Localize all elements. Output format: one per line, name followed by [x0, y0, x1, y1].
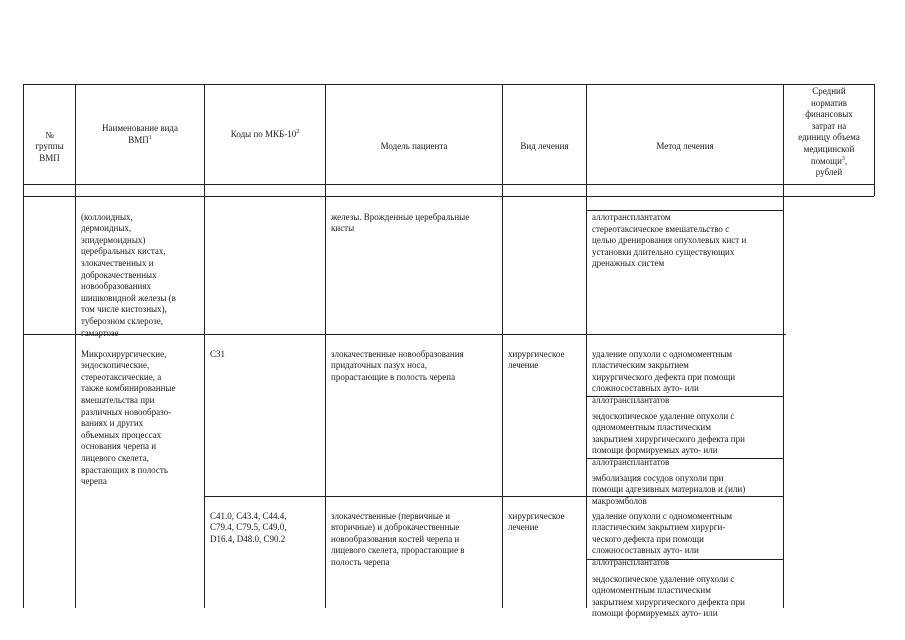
treatment-method-cell: аллотрансплантатом	[592, 211, 671, 222]
header-icd-codes-text: Коды по МКБ-10	[230, 129, 297, 139]
treatment-method-cell: эндоскопическое удаление опухоли с одномоментным пластическим закрытием хирургического дефекта при помощи формируемых ауто- или аллотрансплантатов	[592, 410, 745, 467]
patient-model-cell: злокачественные новообразования придаточных пазух носа, прорастающие в полость черепа	[331, 348, 464, 382]
header-average-cost-text: Средний норматив финансовых затрат на единицу объема медицинской помощи	[798, 86, 860, 166]
column-border	[325, 84, 326, 608]
column-border	[874, 84, 875, 196]
header-bottom-border	[23, 184, 874, 185]
column-border	[502, 84, 503, 608]
header-icd-codes	[205, 129, 325, 141]
header-treatment-type: Вид лечения	[520, 140, 569, 151]
header-average-cost-unit: , рублей	[815, 155, 848, 178]
column-border	[75, 84, 76, 608]
footnote-marker: 1	[148, 134, 152, 141]
footnote-marker: 3	[841, 155, 845, 162]
table-top-border	[23, 84, 874, 85]
column-border	[586, 84, 587, 608]
treatment-method-cell: удаление опухоли с одномоментным пластическим закрытием хирургического дефекта при помощи сложносоставных ауто- или аллотрансплантатов	[592, 348, 736, 405]
treatment-method-cell: стереотаксическое вмешательство с целью дренирования опухолевых кист и установки длительно существующих дренажных систем	[592, 223, 747, 269]
icd-code-cell: C31	[210, 348, 226, 359]
column-border	[204, 84, 205, 608]
header-vmp-name-text: Наименование вида ВМП	[102, 123, 178, 145]
treatment-type-cell: хирургическое лечение	[508, 348, 565, 371]
header-patient-model: Модель пациента	[380, 140, 448, 151]
footnote-marker: 2	[296, 129, 300, 135]
treatment-method-cell: удаление опухоли с одномоментным пластическим закрытием хирурги- ческого дефекта при помощи сложносоставных ауто- или аллотрансплантатов	[592, 510, 733, 567]
vmp-name-cell: (коллоидных, дермоидных, эпидермоидных) церебральных кистах, злокачественных и доброкачественных новообразованиях шишковидной железы (в том числе кистозных), туберозном склерозе, гамартозе	[81, 211, 176, 338]
header-vmp-name	[76, 123, 204, 146]
treatment-method-cell: эндоскопическое удаление опухоли с одномоментным пластическим закрытием хирургического дефекта при помощи формируемых ауто- или	[592, 573, 745, 619]
treatment-type-cell: хирургическое лечение	[508, 510, 565, 533]
code-row-divider	[204, 496, 586, 497]
header-average-cost	[784, 86, 874, 179]
vmp-name-cell: Микрохирургические, эндоскопические, стереотаксические, а также комбинированные вмешательства при различных новообразо- ваниях и других объемных процессах основания черепа и лицевого скелета, врастающих в полость черепа	[81, 348, 176, 487]
treatment-method-cell: эмболизация сосудов опухоли при помощи адгезивных материалов и (или) макроэмболов	[592, 472, 746, 506]
header-group-number: № группы ВМП	[35, 129, 64, 163]
numbering-row-border	[23, 196, 874, 197]
icd-code-cell: C41.0, C43.4, C44.4, C79.4, C79.5, C49.0, D16.4, D48.0, C90.2	[210, 510, 287, 544]
header-treatment-method: Метод лечения	[656, 140, 714, 151]
patient-model-cell: железы. Врожденные церебральные кисты	[331, 211, 470, 234]
patient-model-cell: злокачественные (первичные и вторичные) и доброкачественные новообразования костей черепа и лицевого скелета, прорастающие в полость черепа	[331, 510, 465, 567]
